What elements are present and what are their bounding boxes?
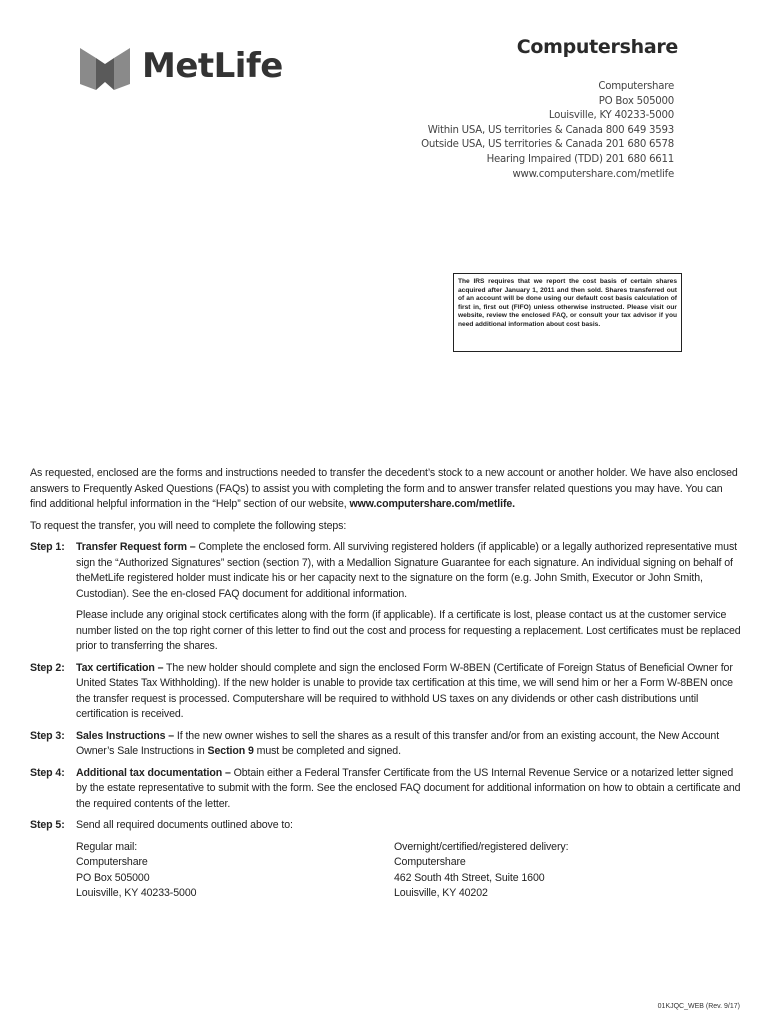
computershare-logo: Computershare: [516, 36, 678, 58]
step-2: Step 2: Tax certification – The new holder should complete and sign the enclosed Form W-8BEN (Certificate of Foreign Status of Beneficial Owner for United States Tax Withholding). If the new holder is unable to provide tax certification at this time, we will send him or her a Form W-8BEN once the transfer request is processed. Computershare will be required to withhold US taxes on any dividends or other cash distributions until certification is received.: [30, 661, 733, 720]
letter-body: [30, 466, 742, 902]
step-1-certificate-note: Please include any original stock certificates along with the form (if applicable). If a certificate is lost, please contact us at the customer service number listed on the top right corner of this letter to find out the cost and process for requesting a replacement. Lost certificates must be replaced prior to transferring the shares.: [76, 609, 741, 652]
metlife-wordmark: MetLife: [142, 46, 283, 86]
steps-lead: To request the transfer, you will need to complete the following steps:: [30, 519, 347, 532]
mailing-addresses: [76, 840, 742, 902]
address-line: Louisville, KY 40233-5000: [548, 110, 674, 122]
phone-line: Outside USA, US territories & Canada 201 680 6578: [421, 139, 674, 151]
overnight-delivery-address: Overnight/certified/registered delivery: Computershare 462 South 4th Street, Suite 1600 Louisville, KY 40202: [394, 840, 569, 899]
form-revision-code: 01KJQC_WEB (Rev. 9/17): [657, 1003, 740, 1010]
phone-line: Within USA, US territories & Canada 800 649 3593: [427, 124, 674, 136]
step-3: Step 3: Sales Instructions – If the new owner wishes to sell the shares as a result of this transfer and/or from an existing account, the New Account Owner’s Sale Instructions in Section 9 must be completed and signed.: [30, 729, 720, 757]
address-line: PO Box 505000: [598, 95, 674, 107]
metlife-mark-icon: [80, 42, 130, 90]
step-4: Step 4: Additional tax documentation – Obtain either a Federal Transfer Certificate from the US Internal Revenue Service or a notarized letter signed by the estate representative to submit with the form. See the enclosed FAQ document for additional information on how to obtain a certificate and the required contents of the letter.: [30, 766, 741, 810]
address-line: Computershare: [598, 81, 674, 92]
intro-paragraph: As requested, enclosed are the forms and instructions needed to transfer the decedent’s stock to a new account or another holder. We have also enclosed answers to Frequently Asked Questions (FAQs) to assist you with completing the form and to answer transfer related questions you may have. You can find additional helpful information in the “Help” section of our website, www.computershare.com/metlife.: [30, 467, 738, 510]
phone-line: Hearing Impaired (TDD) 201 680 6611: [486, 153, 674, 165]
website-link: www.computershare.com/metlife.: [349, 498, 516, 510]
step-1: Step 1: Transfer Request form – Complete the enclosed form. All surviving registered holders (if applicable) or a legally authorized representative must sign the “Authorized Signatures” section (section 7), with a Medallion Signature Guarantee for each signature. An individual signing on behalf of theMetLife registered holder must indicate his or her capacity next to the signature on the form (e.g. John Smith, Executor or John Smith, Custodian). See the en-closed FAQ document for additional information.: [30, 541, 737, 600]
website-line: www.computershare.com/metlife: [512, 168, 674, 180]
regular-mail-address: Regular mail: Computershare PO Box 505000 Louisville, KY 40233-5000: [76, 840, 197, 899]
step-5: Step 5: Send all required documents outlined above to:: [30, 819, 293, 831]
metlife-logo: [80, 42, 283, 90]
irs-cost-basis-notice: The IRS requires that we report the cost basis of certain shares acquired after January 1, 2011 and then sold. Shares transferred out of an account will be done using our default cost basis calculation of first in, first out (FIFO) unless otherwise instructed. Please visit our website, review the enclosed FAQ, or consult your tax advisor if you need additional information about cost basis.: [453, 273, 682, 352]
contact-address-block: [421, 80, 674, 182]
